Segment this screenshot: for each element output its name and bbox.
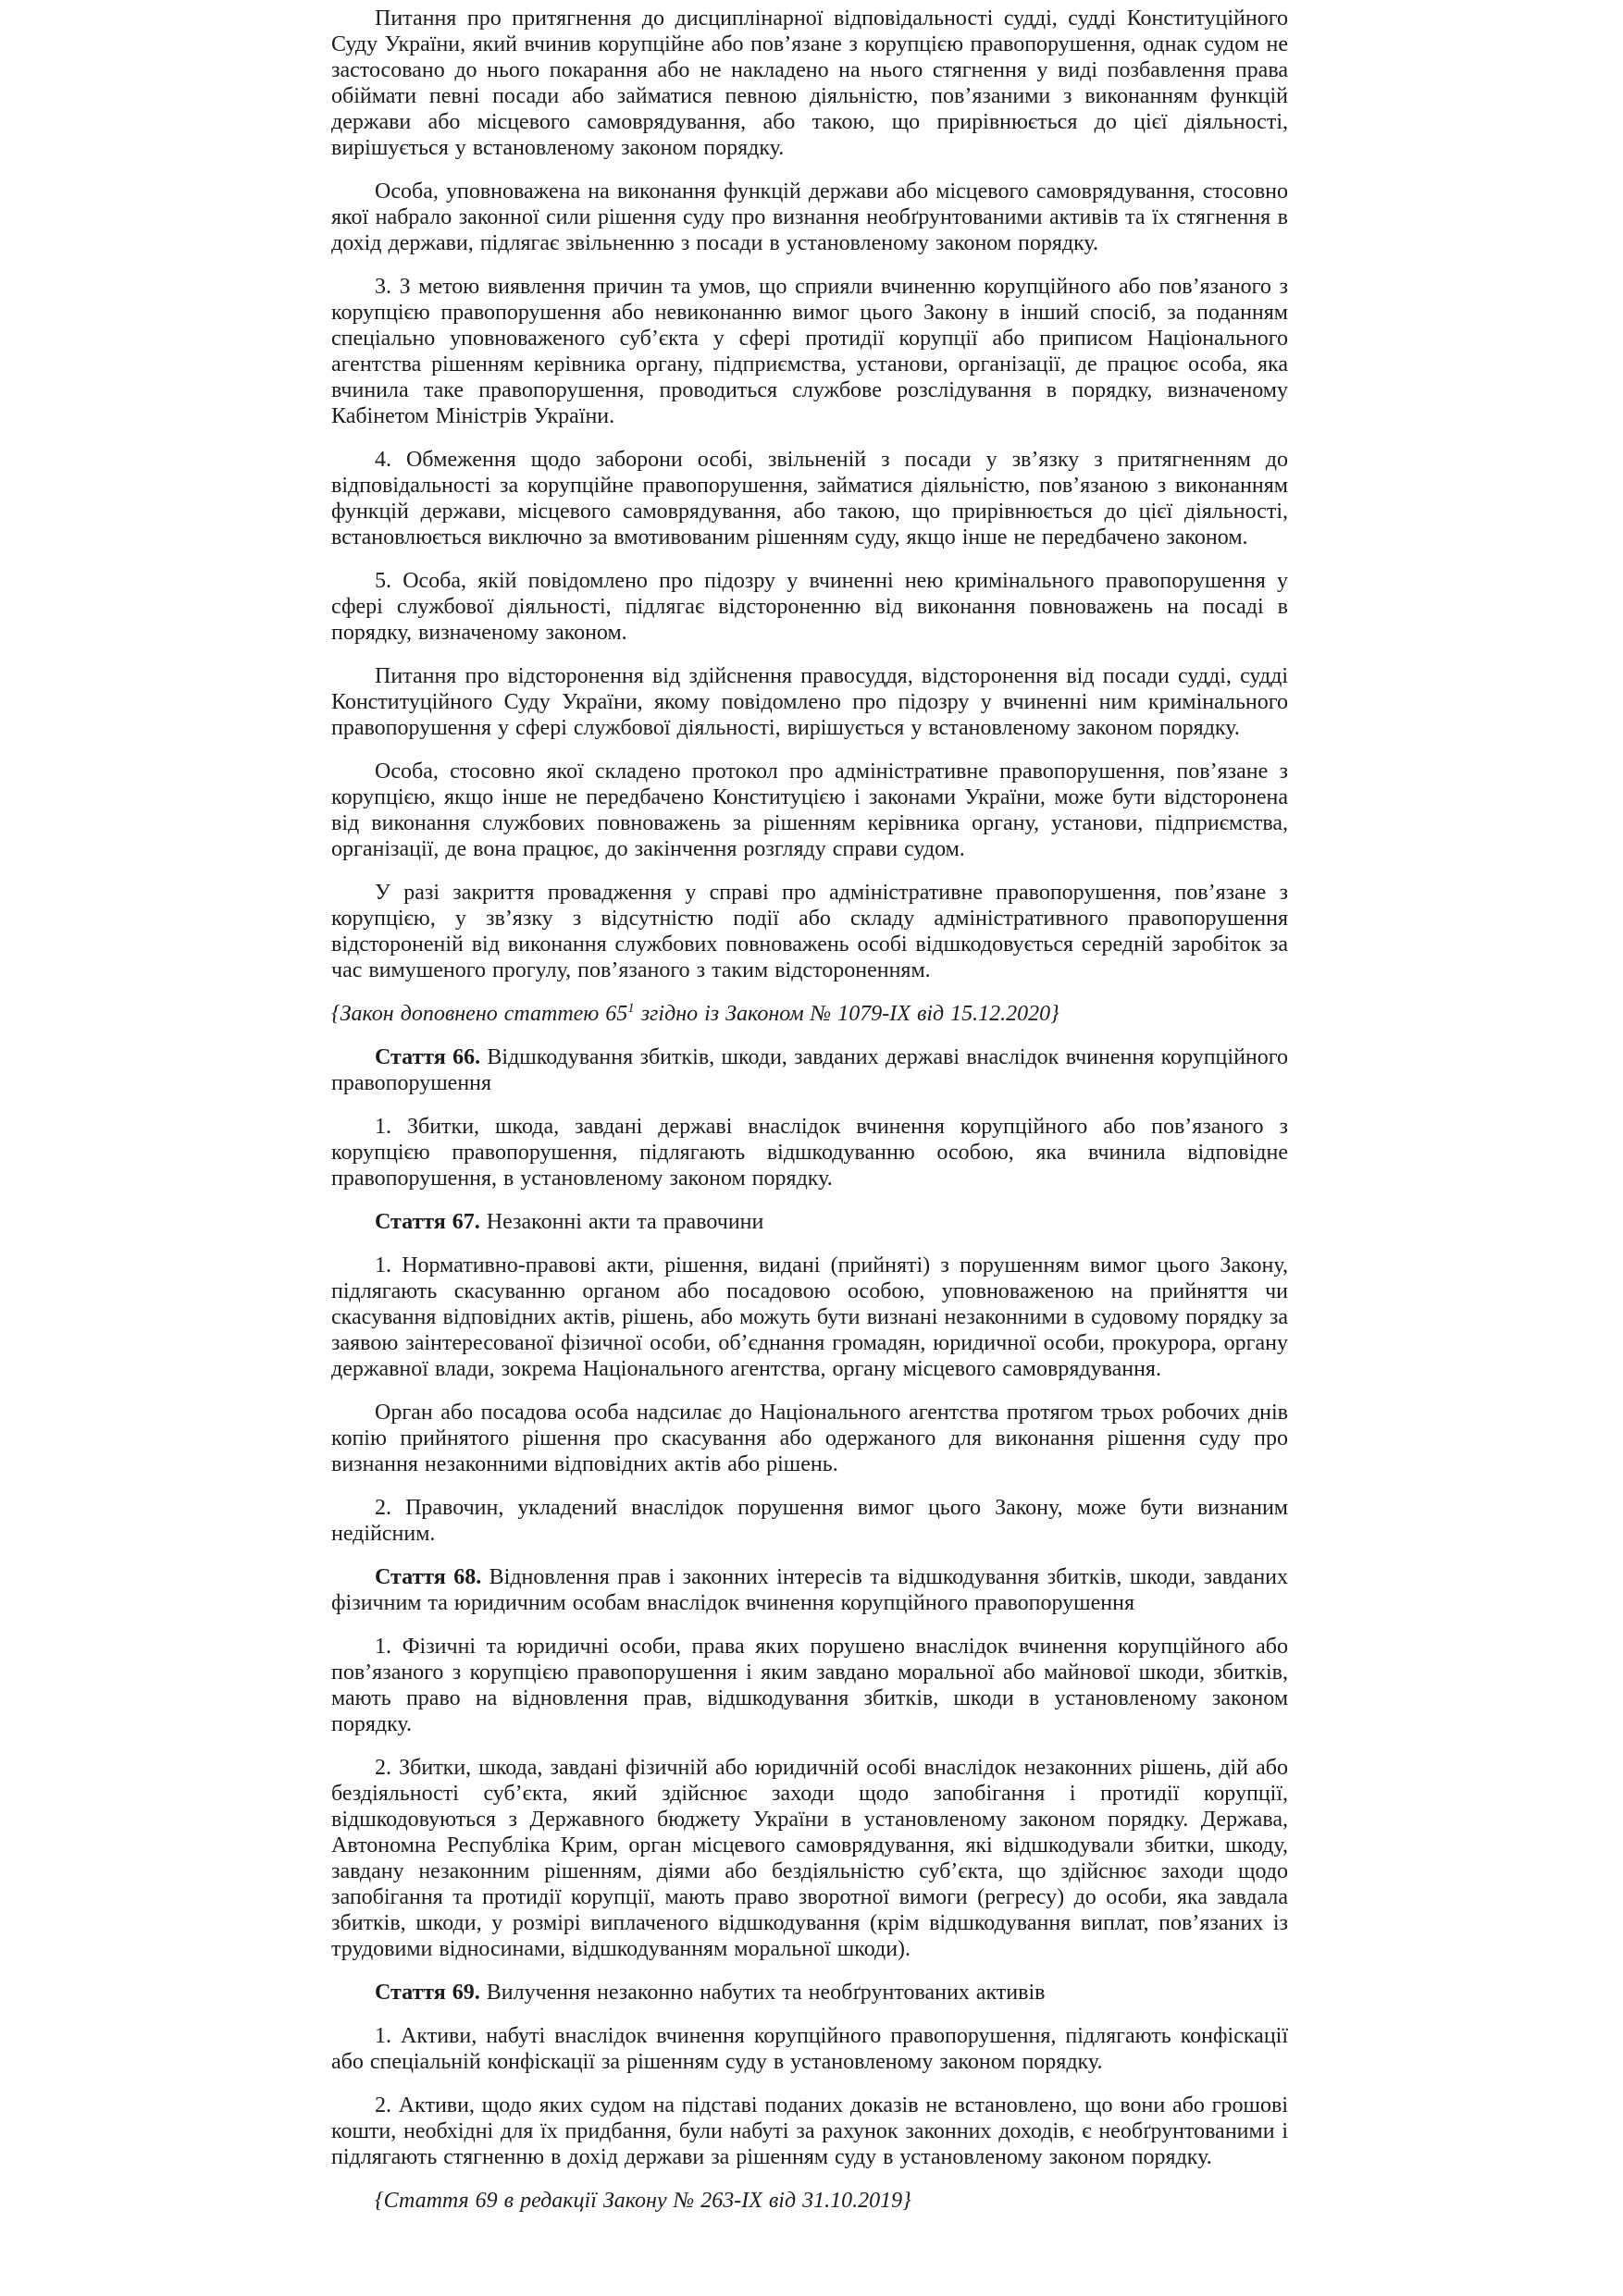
text-run: Питання про відсторонення від здійснення правосуддя, відсторонення від посади судді, судді Конституційного Суду України, якому повідомлено про підозру у вчиненні ним кримінального правопорушення у сфері службової діяльності, вирішується у встановленому законом порядку.	[331, 664, 1288, 740]
paragraph-65-1-5-compensation	[331, 880, 1288, 983]
text-run: 4. Обмеження щодо заборони особі, звільненій з посади у зв’язку з притягненням до відповідальності за корупційне правопорушення, займатися діяльністю, пов’язаною з виконанням функцій держави, місцевого самоврядування, або такою, що прирівнюється до цієї діяльності, встановлюється виключно за вмотивованим рішенням суду, якщо інше не передбачено законом.	[331, 448, 1288, 549]
paragraph-65-1-4	[331, 447, 1288, 550]
paragraph-68-1	[331, 1634, 1288, 1737]
superscript: 1	[627, 1001, 635, 1016]
text-run: Незаконні акти та правочини	[479, 1210, 764, 1234]
text-run: У разі закриття провадження у справі про адміністративне правопорушення, пов’язане з корупцією, у зв’язку з відсутністю події або складу адміністративного правопорушення відстороненій від виконання службових повноважень особі відшкодовується середній заробіток за час вимушеного прогулу, пов’язаного з таким відстороненням.	[331, 881, 1288, 982]
paragraph-67-1	[331, 1253, 1288, 1382]
text-run: 1. Активи, набуті внаслідок вчинення корупційного правопорушення, підлягають конфіскації або спеціальній конфіскації за рішенням суду в установленому законом порядку.	[331, 2024, 1288, 2074]
text-run: Вилучення незаконно набутих та необґрунтованих активів	[479, 1981, 1046, 2005]
paragraph-65-1-5-protocol	[331, 759, 1288, 862]
text-run: Відшкодування збитків, шкоди, завданих державі внаслідок вчинення корупційного правопорушення	[331, 1045, 1288, 1095]
paragraph-67-1-copy	[331, 1400, 1288, 1477]
text-run: 5. Особа, якій повідомлено про підозру у вчиненні нею кримінального правопорушення у сфері службової діяльності, підлягає відстороненню від виконання повноважень на посаді в порядку, визначеному законом.	[331, 569, 1288, 645]
text-run: {Закон доповнено статтею 65	[331, 1002, 628, 1026]
text-run: 2. Правочин, укладений внаслідок порушення вимог цього Закону, може бути визнаним недійсним.	[331, 1496, 1288, 1546]
paragraph-65-1-2-judges	[331, 6, 1288, 161]
article-heading-69	[331, 1980, 1288, 2006]
amendment-note-69	[331, 2188, 1288, 2214]
paragraph-66-1	[331, 1114, 1288, 1191]
text-run: Питання про притягнення до дисциплінарної відповідальності судді, судді Конституційного Суду України, який вчинив корупційне або пов’язане з корупцією правопорушення, однак судом не застосовано до нього покарання або не накладено на нього стягнення у виді позбавлення права обіймати певні посади або займатися певною діяльністю, пов’язаними з виконанням функцій держави або місцевого самоврядування, або такою, що прирівнюється до цієї діяльності, вирішується у встановленому законом порядку.	[331, 6, 1288, 160]
text-run: згідно із Законом № 1079-IX від 15.12.2020}	[634, 1002, 1059, 1026]
paragraph-65-1-2-unjustified-assets	[331, 179, 1288, 256]
text-run: 1. Нормативно-правові акти, рішення, видані (прийняті) з порушенням вимог цього Закону, підлягають скасуванню органом або посадовою особою, уповноваженою на прийняття чи скасування відповідних актів, рішень, або можуть бути визнані незаконними в судовому порядку за заявою заінтересованої фізичної особи, об’єднання громадян, юридичної особи, прокурора, органу державної влади, зокрема Національного агентства, органу місцевого самоврядування.	[331, 1253, 1288, 1381]
text-run: 1. Фізичні та юридичні особи, права яких порушено внаслідок вчинення корупційного або пов’язаного з корупцією правопорушення і яким завдано моральної або майнової шкоди, збитків, мають право на відновлення прав, відшкодування збитків, шкоди в установленому законом порядку.	[331, 1635, 1288, 1736]
text-run: Особа, уповноважена на виконання функцій держави або місцевого самоврядування, стосовно якої набрало законної сили рішення суду про визнання необґрунтованими активів та їх стягнення в дохід держави, підлягає звільненню з посади в установленому законом порядку.	[331, 179, 1288, 255]
text-run: 2. Збитки, шкода, завдані фізичній або юридичній особі внаслідок незаконних рішень, дій або бездіяльності суб’єкта, який здійснює заходи щодо запобігання і протидії корупції, відшкодовуються з Державного бюджету України в установленому законом порядку. Держава, Автономна Республіка Крим, орган місцевого самоврядування, які відшкодували збитки, шкоду, завдану незаконним рішенням, діями або бездіяльністю суб’єкта, що здійснює заходи щодо запобігання та протидії корупції, мають право зворотної вимоги (регресу) до особи, яка завдала збитків, шкоди, у розмірі виплаченого відшкодування (крім відшкодування виплат, пов’язаних із трудовими відносинами, відшкодуванням моральної шкоди).	[331, 1756, 1288, 1961]
paragraph-65-1-5-judges	[331, 663, 1288, 741]
amendment-note-65-1	[331, 1001, 1288, 1027]
paragraph-69-1	[331, 2023, 1288, 2075]
paragraph-67-2	[331, 1495, 1288, 1547]
text-run: {Стаття 69 в редакції Закону № 263-IX від 31.10.2019}	[375, 2189, 911, 2213]
article-heading-68	[331, 1564, 1288, 1616]
article-number-bold: Стаття 66.	[375, 1045, 481, 1069]
text-run: 1. Збитки, шкода, завдані державі внаслідок вчинення корупційного або пов’язаного з корупцією правопорушення, підлягають відшкодуванню особою, яка вчинила відповідне правопорушення, в установленому законом порядку.	[331, 1115, 1288, 1191]
article-number-bold: Стаття 68.	[375, 1565, 482, 1589]
article-number-bold: Стаття 69.	[375, 1981, 480, 2005]
text-run: 3. З метою виявлення причин та умов, що сприяли вчиненню корупційного або пов’язаного з корупцією правопорушення або невиконанню вимог цього Закону в інший спосіб, за поданням спеціально уповноваженого суб’єкта у сфері протидії корупції або приписом Національного агентства рішенням керівника органу, підприємства, установи, організації, де працює особа, яка вчинила таке правопорушення, проводиться службове розслідування в порядку, визначеному Кабінетом Міністрів України.	[331, 275, 1288, 428]
article-heading-67	[331, 1209, 1288, 1235]
text-run: Орган або посадова особа надсилає до Національного агентства протягом трьох робочих днів копію прийнятого рішення про скасування або одержаного для виконання рішення суду про визнання незаконними відповідних актів або рішень.	[331, 1401, 1288, 1476]
article-number-bold: Стаття 67.	[375, 1210, 480, 1234]
text-run: Особа, стосовно якої складено протокол про адміністративне правопорушення, пов’язане з корупцією, якщо інше не передбачено Конституцією і законами України, може бути відсторонена від виконання службових повноважень за рішенням керівника органу, установи, підприємства, організації, де вона працює, до закінчення розгляду справи судом.	[331, 759, 1288, 861]
text-run: Відновлення прав і законних інтересів та відшкодування збитків, шкоди, завданих фізичним та юридичним особам внаслідок вчинення корупційного правопорушення	[331, 1565, 1289, 1615]
paragraph-68-2	[331, 1755, 1288, 1962]
article-heading-66	[331, 1044, 1288, 1096]
paragraph-65-1-3	[331, 274, 1288, 429]
paragraph-69-2	[331, 2092, 1288, 2170]
text-run: 2. Активи, щодо яких судом на підставі поданих доказів не встановлено, що вони або грошові кошти, необхідні для їх придбання, були набуті за рахунок законних доходів, є необґрунтованими і підлягають стягненню в дохід держави за рішенням суду в установленому законом порядку.	[331, 2093, 1288, 2169]
paragraph-65-1-5	[331, 568, 1288, 646]
